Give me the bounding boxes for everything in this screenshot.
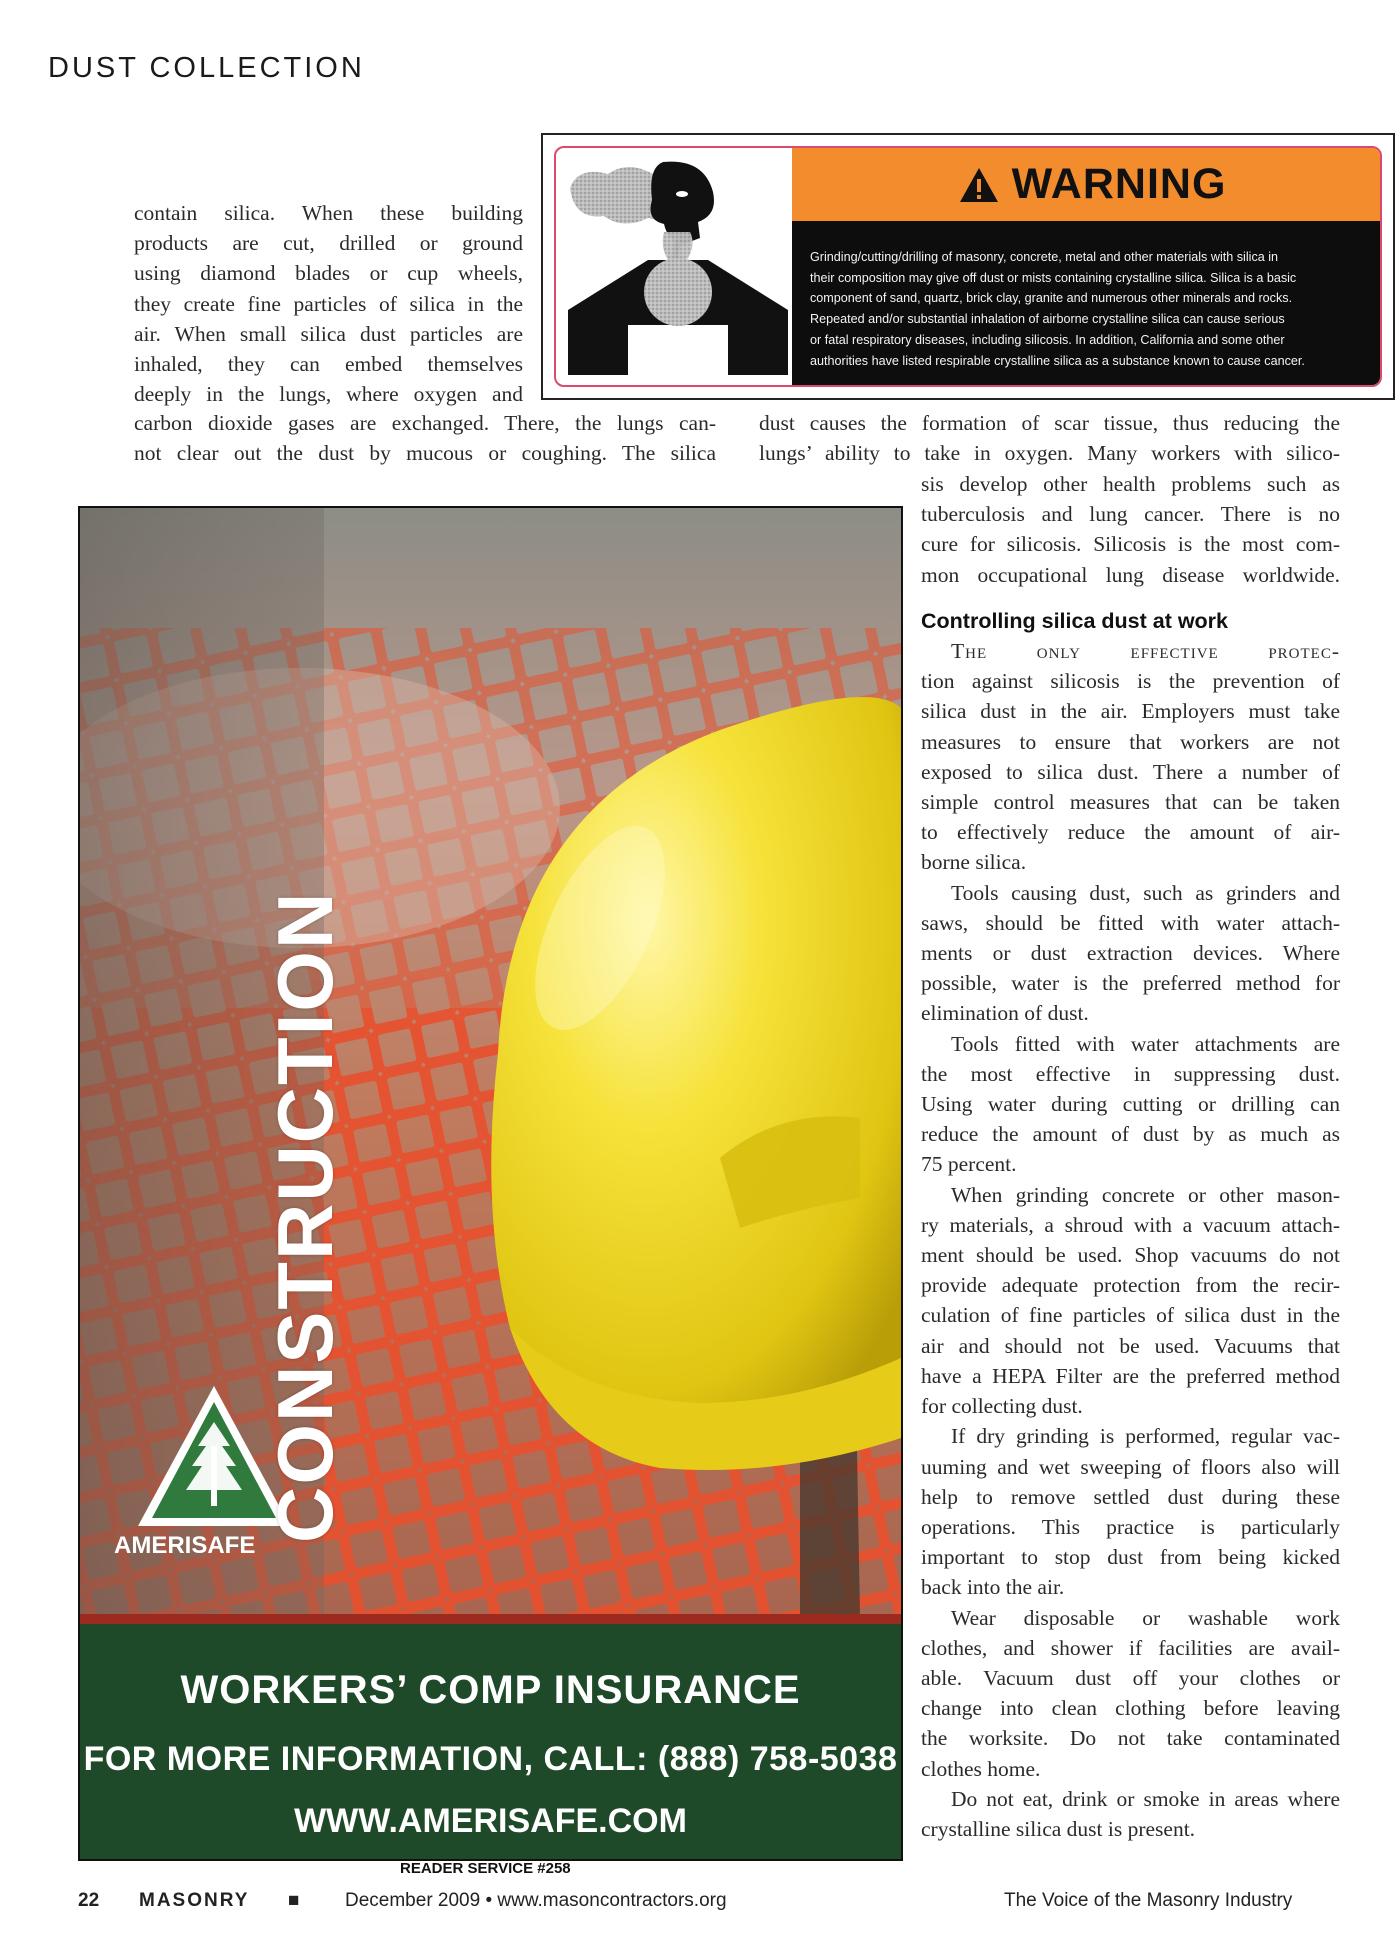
reader-service: READER SERVICE #258 <box>400 1860 571 1877</box>
body-line: provide adequate protection from the recir- <box>921 1273 1340 1298</box>
body-line: Do not eat, drink or smoke in areas where <box>951 1786 1340 1811</box>
body-line: using diamond blades or cup wheels, <box>134 261 523 286</box>
body-line: dust causes the formation of scar tissue, thus reducing the <box>759 411 1340 435</box>
body-line: carbon dioxide gases are exchanged. There, the lungs can- <box>134 411 716 435</box>
body-line: clothes, and shower if facilities are avail- <box>921 1635 1340 1660</box>
body-line: contain silica. When these building <box>134 201 523 225</box>
warning-line: component of sand, quartz, brick clay, granite and numerous other minerals and rocks. <box>810 291 1293 306</box>
body-line: tuberculosis and lung cancer. There is no <box>921 502 1340 527</box>
body-line: products are cut, drilled or ground <box>134 231 523 256</box>
body-line: back into the air. <box>921 1575 1065 1600</box>
warning-body <box>792 221 1382 385</box>
amerisafe-advertisement[interactable] <box>78 506 903 1861</box>
body-line: saws, should be fitted with water attach- <box>921 910 1340 935</box>
warning-line: or fatal respiratory diseases, including silicosis. In addition, California and some other <box>810 332 1285 347</box>
ad-headline: WORKERS’ COMP INSURANCE <box>180 1668 801 1712</box>
footer-issue[interactable]: December 2009 • www.masoncontractors.org <box>345 1890 727 1911</box>
ad-phone-line: FOR MORE INFORMATION, CALL: (888) 758-5038 <box>83 1740 898 1778</box>
body-line: for collecting dust. <box>921 1394 1083 1419</box>
body-line: Tools fitted with water attachments are <box>951 1031 1340 1056</box>
body-line: help to remove settled dust during these <box>921 1484 1340 1509</box>
body-line: Tools causing dust, such as grinders and <box>951 880 1340 905</box>
body-line: they create fine particles of silica in the <box>134 291 523 316</box>
section-header: DUST COLLECTION <box>48 52 365 84</box>
footer-bullet: ■ <box>288 1890 300 1911</box>
footer-magazine: MASONRY <box>139 1890 250 1911</box>
warning-inner-frame <box>554 146 1382 387</box>
footer-tagline: The Voice of the Masonry Industry <box>1004 1890 1293 1911</box>
body-line: tion against silicosis is the prevention of <box>921 669 1340 694</box>
ad-website-link[interactable]: WWW.AMERISAFE.COM <box>294 1802 687 1840</box>
body-line: mon occupational lung disease worldwide. <box>921 562 1340 587</box>
body-line: Using water during cutting or drilling can <box>921 1092 1340 1117</box>
footer-page-number: 22 <box>78 1890 100 1911</box>
body-line: have a HEPA Filter are the preferred method <box>921 1363 1340 1388</box>
body-line: When grinding concrete or other mason- <box>951 1182 1340 1207</box>
body-line: clothes home. <box>921 1756 1041 1781</box>
body-line: to effectively reduce the amount of air- <box>921 820 1340 845</box>
body-line: borne silica. <box>921 850 1027 875</box>
body-line: 75 percent. <box>921 1152 1017 1177</box>
inhalation-hazard-icon <box>568 160 788 375</box>
ad-info-panel <box>80 1624 901 1859</box>
body-line: culation of fine particles of silica dust in the <box>921 1303 1340 1328</box>
body-line: ment should be used. Shop vacuums do not <box>921 1243 1340 1268</box>
article-left-wide <box>134 408 716 468</box>
body-line: uuming and wet sweeping of floors also will <box>921 1454 1340 1479</box>
warning-text <box>810 247 1382 371</box>
body-line: simple control measures that can be taken <box>921 790 1340 815</box>
warning-line: their composition may give off dust or mists containing crystalline silica. Silica is a basic <box>810 270 1297 285</box>
subheading: Controlling silica dust at work <box>921 608 1229 633</box>
warning-box <box>541 133 1395 400</box>
body-line: the most effective in suppressing dust. <box>921 1061 1340 1086</box>
article-left-top <box>134 198 523 409</box>
warning-line: Repeated and/or substantial inhalation of airborne crystalline silica can cause serious <box>810 312 1285 327</box>
body-line: not clear out the dust by mucous or coughing. The silica <box>134 441 716 466</box>
body-line: change into clean clothing before leaving <box>921 1696 1340 1721</box>
lead-smallcaps: The only effective protec- <box>951 639 1340 664</box>
body-line: operations. This practice is particularly <box>921 1514 1340 1539</box>
body-line: ry materials, a shroud with a vacuum attach- <box>921 1212 1340 1237</box>
body-line: possible, water is the preferred method for <box>921 971 1340 996</box>
body-line: important to stop dust from being kicked <box>921 1545 1340 1570</box>
body-line: able. Vacuum dust off your clothes or <box>921 1665 1340 1690</box>
article-right-top <box>759 408 1340 468</box>
body-line: reduce the amount of dust by as much as <box>921 1122 1340 1147</box>
body-line: silica dust in the air. Employers must take <box>921 699 1340 724</box>
warning-line: authorities have listed respirable crystalline silica as a substance known to cause cancer. <box>810 353 1305 368</box>
body-line: elimination of dust. <box>921 1001 1089 1026</box>
warning-title: WARNING <box>1011 160 1227 208</box>
ad-vertical-word: CONSTRUCTION <box>261 890 349 1543</box>
warning-line: Grinding/cutting/drilling of masonry, concrete, metal and other materials with silica in <box>810 250 1279 264</box>
body-line: air. When small silica dust particles are <box>134 321 523 346</box>
body-line: deeply in the lungs, where oxygen and <box>134 382 523 407</box>
body-line: inhaled, they can embed themselves <box>134 352 523 377</box>
ad-logo-text: AMERISAFE <box>114 1532 256 1559</box>
ad-red-strip <box>80 1614 901 1624</box>
body-line: crystalline silica dust is present. <box>921 1816 1196 1841</box>
body-line: measures to ensure that workers are not <box>921 729 1340 754</box>
body-line: the worksite. Do not take contaminated <box>921 1726 1340 1751</box>
body-line: sis develop other health problems such as <box>921 472 1340 496</box>
body-line: exposed to silica dust. There a number of <box>921 759 1340 784</box>
body-line: If dry grinding is performed, regular vac- <box>951 1424 1340 1449</box>
body-line: lungs’ ability to take in oxygen. Many workers with silico- <box>759 441 1340 466</box>
article-right-column <box>921 469 1340 1844</box>
warning-header-bar <box>792 148 1382 221</box>
body-line: Wear disposable or washable work <box>951 1605 1340 1630</box>
body-line: cure for silicosis. Silicosis is the most com- <box>921 532 1340 557</box>
body-line: air and should not be used. Vacuums that <box>921 1333 1340 1358</box>
body-line: ments or dust extraction devices. Where <box>921 941 1340 966</box>
warning-triangle-icon <box>958 166 1000 204</box>
hard-hat-photo <box>80 508 901 1614</box>
